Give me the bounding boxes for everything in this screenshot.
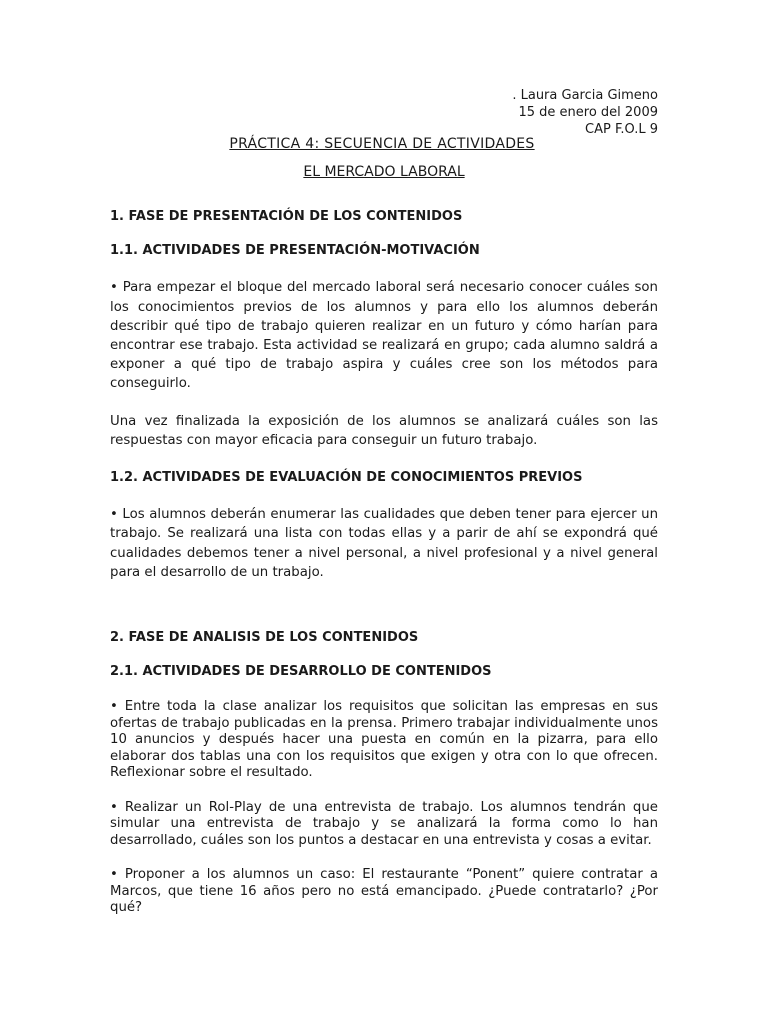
paragraph: • Entre toda la clase analizar los requisitos que solicitan las empresas en sus ofertas de trabajo publicadas en la prensa. Primero trabajar individualmente unos 10 anuncios y después hacer una puesta en común en la pizarra, para ello elaborar dos tablas una con los requisitos que exigen y otra con lo que ofrecen. Reflexionar sobre el resultado. bbox=[110, 699, 658, 781]
document-title: PRÁCTICA 4: SECUENCIA DE ACTIVIDADES bbox=[229, 136, 535, 152]
section-2-1-heading: 2.1. ACTIVIDADES DE DESARROLLO DE CONTENIDOS bbox=[110, 664, 492, 680]
author-name: . Laura Garcia Gimeno bbox=[512, 88, 658, 103]
paragraph: • Proponer a los alumnos un caso: El restaurante “Ponent” quiere contratar a Marcos, que tiene 16 años pero no está emancipado. ¿Puede contratarlo? ¿Por qué? bbox=[110, 867, 658, 916]
document-header bbox=[512, 87, 658, 138]
document-body bbox=[110, 207, 658, 917]
section-1-heading: 1. FASE DE PRESENTACIÓN DE LOS CONTENIDOS bbox=[110, 209, 463, 224]
section-1-2-heading: 1.2. ACTIVIDADES DE EVALUACIÓN DE CONOCIMIENTOS PREVIOS bbox=[110, 470, 583, 486]
paragraph: Una vez finalizada la exposición de los alumnos se analizará cuáles son las respuestas con mayor eficacia para conseguir un futuro trabajo. bbox=[110, 413, 658, 448]
paragraph: • Para empezar el bloque del mercado laboral será necesario conocer cuáles son los conocimientos previos de los alumnos y para ello los alumnos deberán describir qué tipo de trabajo quieren realizar en un futuro y cómo harían para encontrar ese trabajo. Esta actividad se realizará en grupo; cada alumno saldrá a exponer a qué tipo de trabajo aspira y cuáles cree son los métodos para conseguirlo. bbox=[110, 280, 658, 392]
document-subtitle: EL MERCADO LABORAL bbox=[303, 164, 465, 180]
section-1-1-heading: 1.1. ACTIVIDADES DE PRESENTACIÓN-MOTIVACIÓN bbox=[110, 243, 480, 259]
section-2-heading: 2. FASE DE ANALISIS DE LOS CONTENIDOS bbox=[110, 630, 419, 646]
paragraph: • Los alumnos deberán enumerar las cualidades que deben tener para ejercer un trabajo. Se realizará una lista con todas ellas y a parir de ahí se expondrá qué cualidades debemos tener a nivel personal, a nivel profesional y a nivel general para el desarrollo de un trabajo. bbox=[110, 507, 658, 580]
paragraph: • Realizar un Rol-Play de una entrevista de trabajo. Los alumnos tendrán que simular una entrevista de trabajo y se analizará la forma como lo han desarrollado, cuáles son los puntos a destacar en una entrevista y cosas a evitar. bbox=[110, 799, 658, 848]
document-date: 15 de enero del 2009 bbox=[518, 105, 658, 120]
course-code: CAP F.O.L 9 bbox=[585, 122, 658, 137]
